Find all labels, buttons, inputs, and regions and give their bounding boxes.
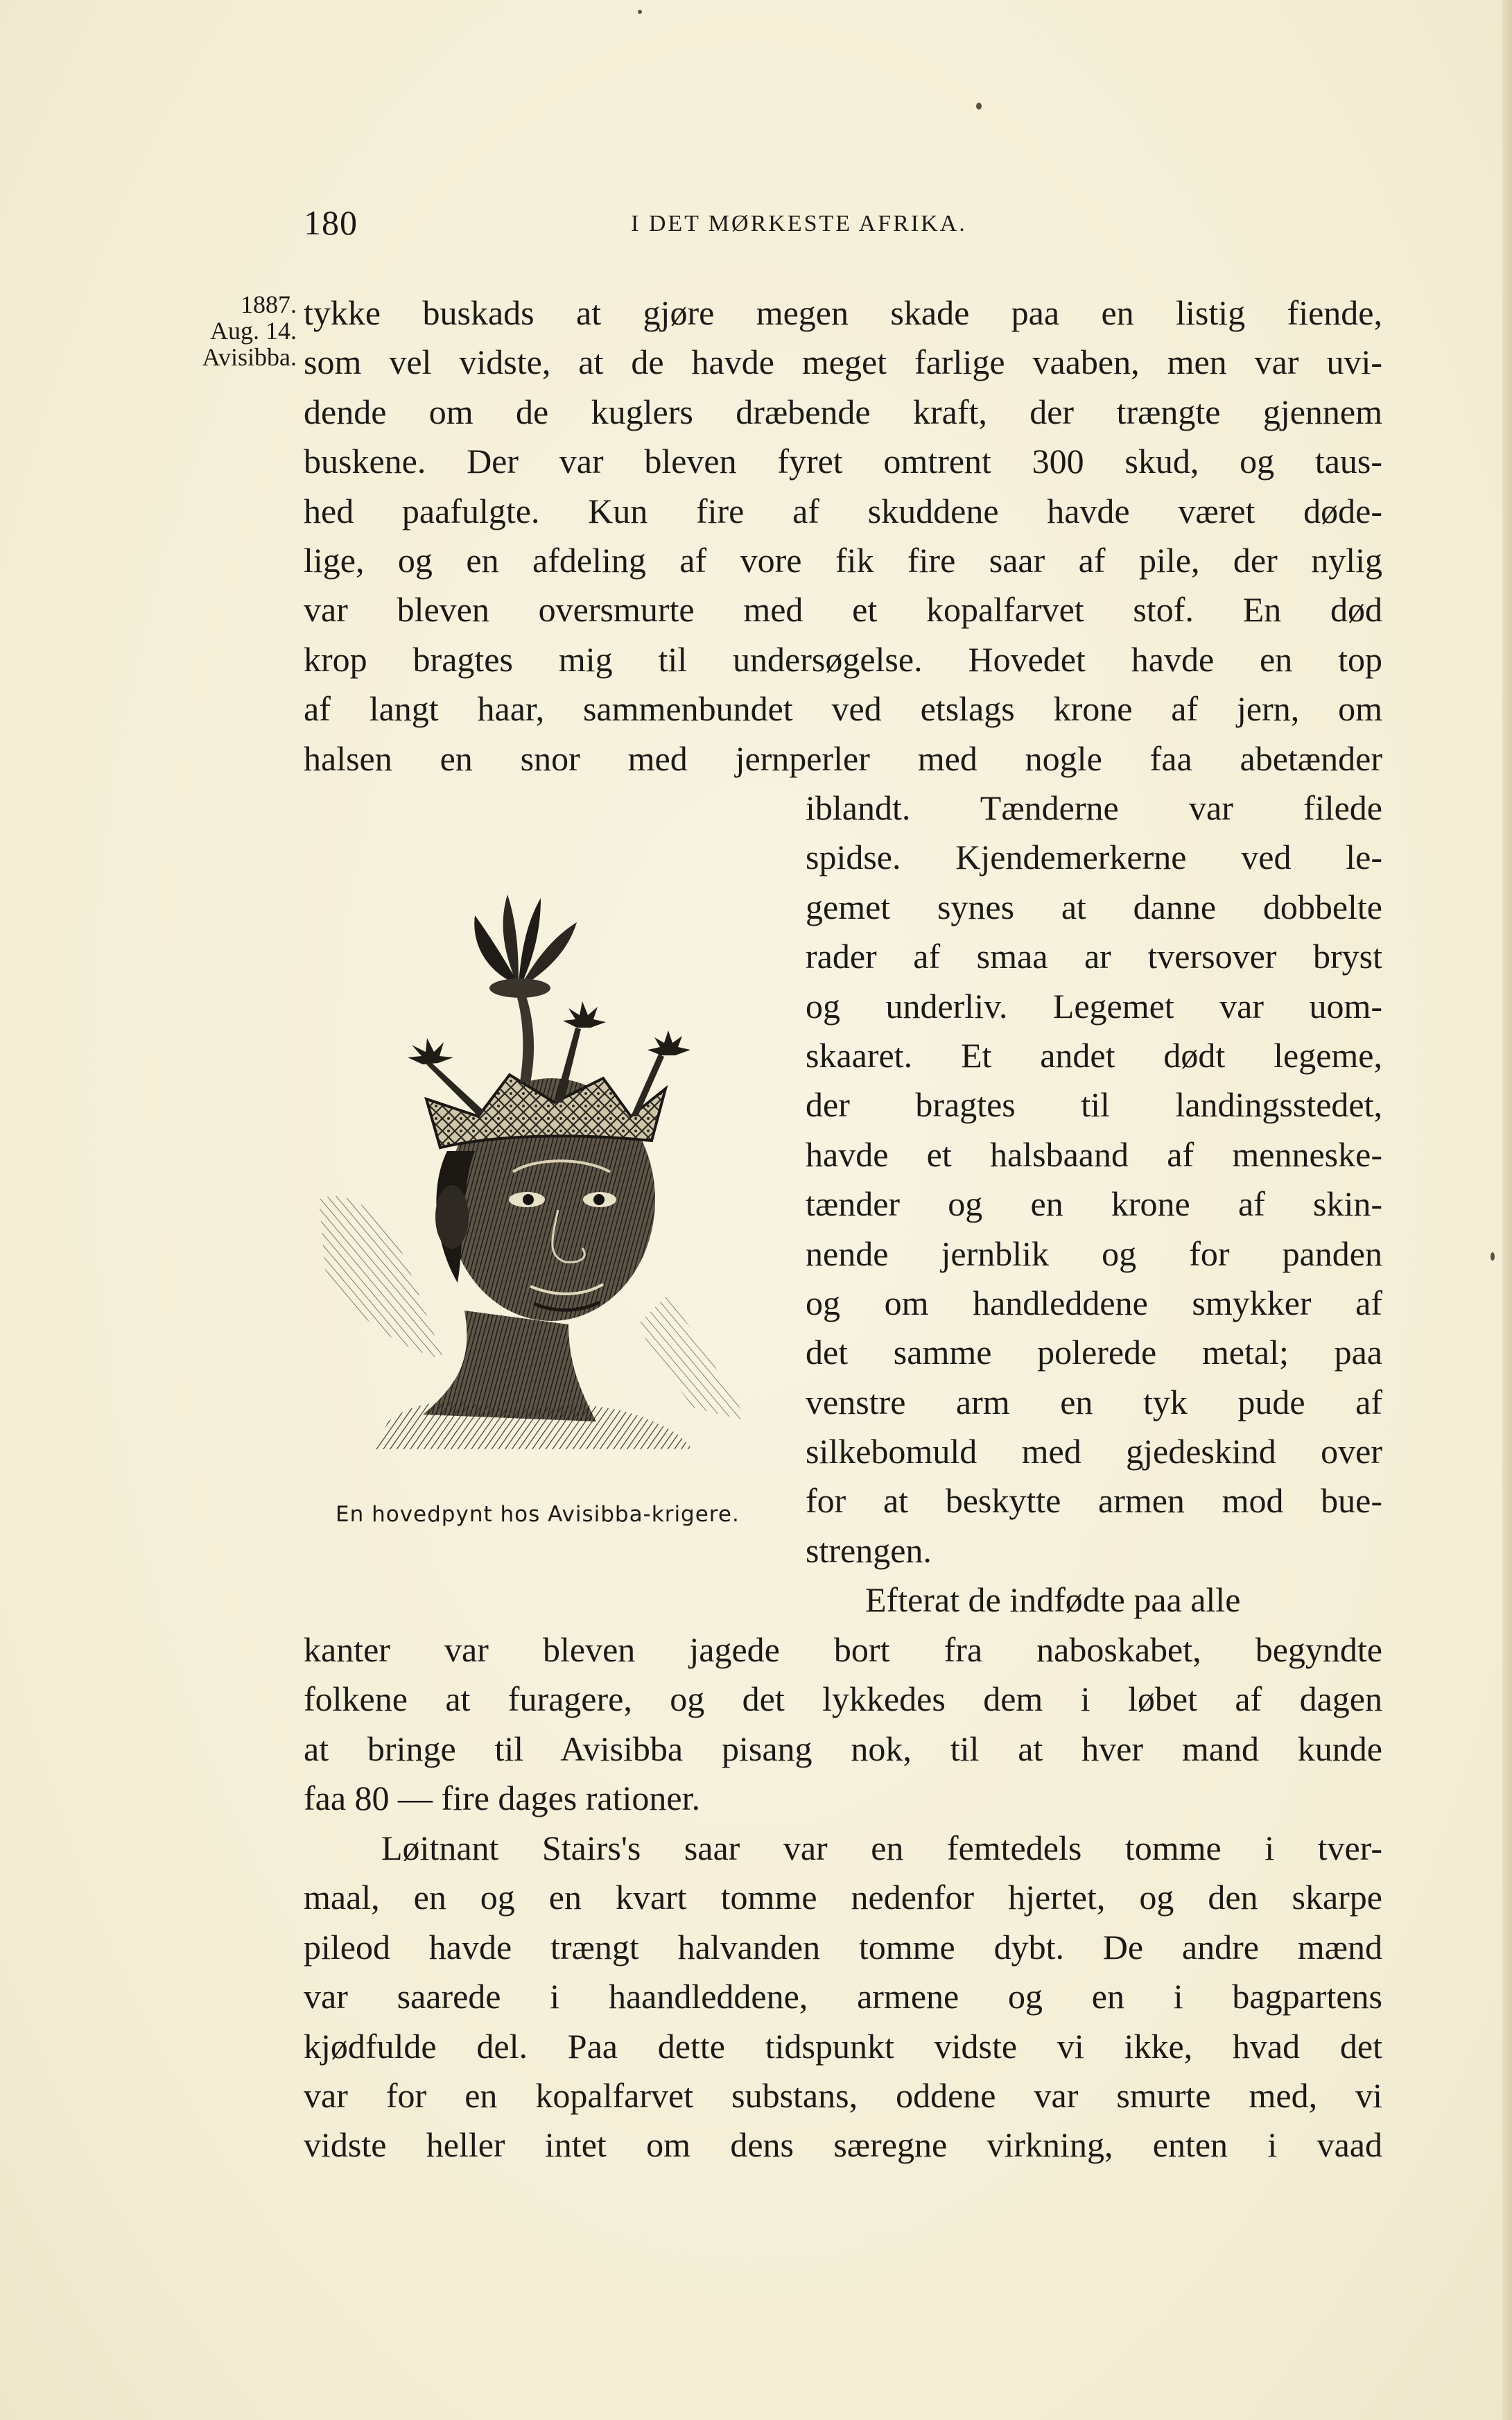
warrior-headdress-illustration (305, 825, 790, 1484)
margin-note-date: Aug. 14. (210, 317, 297, 345)
text-line: strengen. (806, 1530, 932, 1570)
text-line: og om handleddene smykker af (806, 1283, 1382, 1322)
text-line: som vel vidste, at de havde meget farlige vaaben, men var uvi- (304, 343, 1382, 382)
running-title: I DET MØRKESTE AFRIKA. (631, 211, 967, 236)
text-line: kanter var bleven jagede bort fra naboskabet, begyndte (304, 1630, 1382, 1669)
text-line: af langt haar, sammenbundet ved etslags krone af jern, om (304, 689, 1382, 729)
text-line: dende om de kuglers dræbende kraft, der trængte gjennem (304, 392, 1382, 431)
text-line: folkene at furagere, og det lykkedes dem i løbet af dagen (304, 1679, 1382, 1719)
text-line: tænder og en krone af skin- (806, 1184, 1382, 1224)
text-line: vidste heller intet om dens særegne virkning, enten i vaad (304, 2125, 1382, 2165)
text-line: var saarede i haandleddene, armene og en i bagpartens (304, 1977, 1382, 2016)
margin-note-year: 1887. (241, 291, 297, 318)
paragraph-2 (304, 1625, 1382, 1824)
text-line: nende jernblik og for panden (806, 1234, 1382, 1273)
text-line: lige, og en afdeling af vore fik fire saar af pile, der nylig (304, 540, 1382, 580)
paper-speck (1491, 1252, 1495, 1261)
text-line: tykke buskads at gjøre megen skade paa en listig fiende, (304, 293, 1382, 332)
text-line: buskene. Der var bleven fyret omtrent 300 skud, og taus- (304, 442, 1382, 481)
paragraph-3 (304, 1824, 1382, 2170)
paragraph-1-narrow (806, 784, 1382, 1625)
margin-note (161, 291, 297, 370)
text-line: krop bragtes mig til undersøgelse. Hovedet havde en top (304, 639, 1382, 679)
text-line: maal, en og en kvart tomme nedenfor hjertet, og den skarpe (304, 1878, 1382, 1917)
text-line: silkebomuld med gjedeskind over (806, 1432, 1382, 1471)
page-edge (1502, 0, 1512, 2420)
paragraph-1-top (304, 288, 1382, 784)
text-line: gemet synes at danne dobbelte (806, 887, 1382, 926)
text-line: Løitnant Stairs's saar var en femtedels tomme i tver- (381, 1829, 1382, 1867)
text-line: halsen en snor med jernperler med nogle faa abetænder (304, 738, 1382, 778)
page-number: 180 (304, 203, 358, 242)
text-line: det samme polerede metal; paa (806, 1333, 1382, 1372)
text-line: for at beskytte armen mod bue- (806, 1481, 1382, 1521)
figure-caption: En hovedpynt hos Avisibba-krigere. (336, 1502, 740, 1527)
text-line: der bragtes til landingsstedet, (806, 1085, 1382, 1125)
text-line: venstre arm en tyk pude af (806, 1382, 1382, 1421)
text-line: spidse. Kjendemerkerne ved le- (806, 838, 1382, 877)
paper-speck (638, 10, 642, 14)
text-line: faa 80 — fire dages rationer. (304, 1779, 700, 1818)
text-line: at bringe til Avisibba pisang nok, til at hver mand kunde (304, 1729, 1382, 1768)
text-line: rader af smaa ar tversover bryst (806, 937, 1382, 976)
crown-plume (474, 894, 577, 998)
text-line: og underliv. Legemet var uom- (806, 986, 1382, 1026)
engraving-figure (305, 825, 790, 1484)
text-line: hed paafulgte. Kun fire af skuddene havde været døde- (304, 491, 1382, 530)
crown-tufts (408, 1001, 690, 1064)
text-line: kjødfulde del. Paa dette tidspunkt vidste vi ikke, hvad det (304, 2026, 1382, 2066)
paper-speck (976, 103, 982, 110)
text-line: Efterat de indfødte paa alle (865, 1580, 1241, 1620)
text-line: pileod havde trængt halvanden tomme dybt. De andre mænd (304, 1927, 1382, 1967)
text-line: skaaret. Et andet dødt legeme, (806, 1035, 1382, 1075)
margin-note-place: Avisibba. (202, 343, 297, 371)
text-line: havde et halsbaand af menneske- (806, 1134, 1382, 1174)
text-line: var for en kopalfarvet substans, oddene var smurte med, vi (304, 2075, 1382, 2115)
text-line: iblandt. Tænderne var filede (806, 788, 1382, 827)
text-line: var bleven oversmurte med et kopalfarvet stof. En død (304, 590, 1382, 630)
